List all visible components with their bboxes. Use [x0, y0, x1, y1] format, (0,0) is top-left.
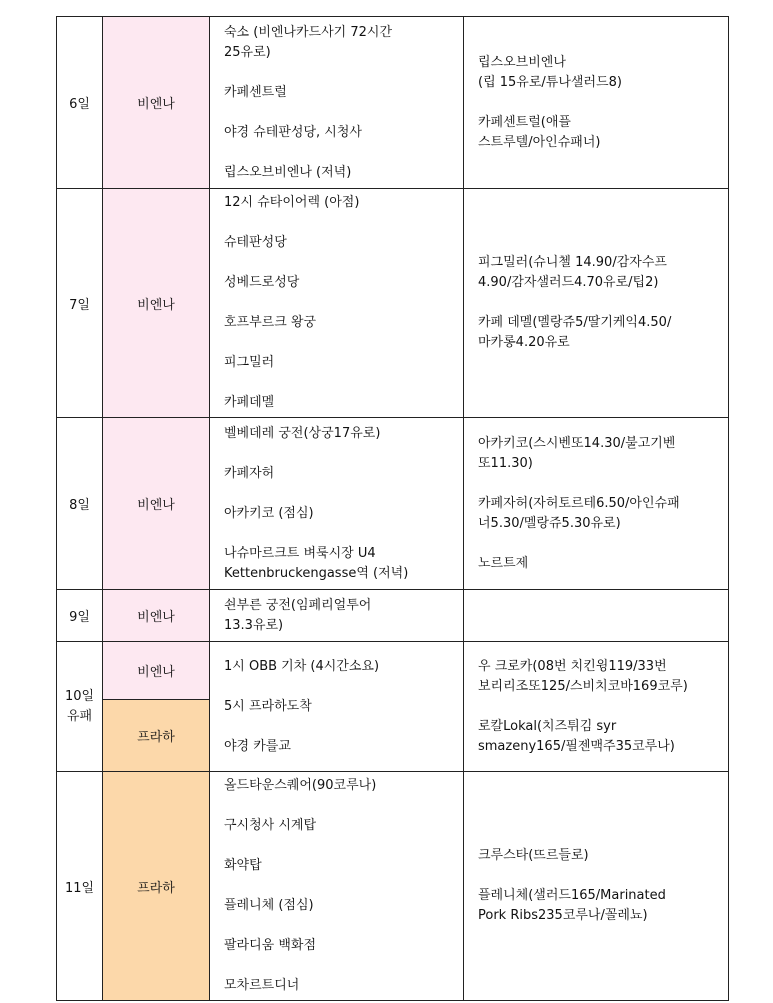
- line-gap: [224, 717, 453, 737]
- text-line: 아카키코 (점심): [224, 505, 314, 521]
- line-gap: [224, 524, 453, 544]
- food-cell: [464, 17, 729, 189]
- line-gap: [224, 484, 453, 504]
- line-gap: [478, 866, 718, 886]
- text-line: 카페자허: [224, 465, 275, 481]
- line-gap: [224, 103, 453, 123]
- food-cell: [464, 590, 729, 642]
- text-line: 5시 프라하도착: [224, 698, 312, 714]
- text-line: 벨베데레 궁전(상궁17유로): [224, 425, 381, 441]
- text-line: 25유로): [224, 44, 271, 60]
- line-gap: [224, 876, 453, 896]
- text-line: 노르트제: [478, 555, 529, 571]
- day-cell: 6일: [57, 17, 103, 189]
- text-line: 팔라디움 백화점: [224, 938, 317, 953]
- text-line: 립스오브비엔나 (저녁): [224, 164, 352, 180]
- text-line: 피그밀러: [224, 355, 275, 370]
- text-line: 플레니체 (점심): [224, 898, 314, 913]
- line-gap: [224, 333, 453, 353]
- text-line: 크루스타(뜨르들로): [478, 848, 589, 863]
- text-line: 쇤부른 궁전(임페리얼투어: [224, 597, 372, 613]
- text-line: 카페자허(자허토르테6.50/아인슈패: [478, 495, 680, 511]
- day-sublabel: 유패: [66, 708, 93, 724]
- text-line: (립 15유로/튜나샐러드8): [478, 74, 622, 90]
- text-line: 아카키코(스시벤또14.30/불고기벤: [478, 435, 676, 451]
- line-gap: [224, 293, 453, 313]
- text-line: 카페데멜: [224, 395, 275, 410]
- day-label: 10일: [64, 688, 95, 704]
- city-cell: 비엔나: [103, 17, 210, 189]
- line-gap: [478, 697, 718, 717]
- line-gap: [224, 253, 453, 273]
- table-row: [57, 642, 729, 700]
- text-line: 성베드로성당: [224, 275, 300, 290]
- line-gap: [224, 373, 453, 393]
- text-line: 구시청사 시계탑: [224, 818, 317, 833]
- line-gap: [224, 444, 453, 464]
- text-line: 야경 카를교: [224, 738, 291, 754]
- text-line: 플레니체(샐러드165/Marinated: [478, 888, 666, 903]
- line-gap: [478, 474, 718, 494]
- day-cell: 9일: [57, 590, 103, 642]
- line-gap: [224, 63, 453, 83]
- text-line: 우 크로카(08번 치킨윙119/33번: [478, 658, 667, 674]
- city-cell: 비엔나: [103, 642, 210, 700]
- text-line: 야경 슈테판성당, 시청사: [224, 124, 362, 140]
- table-row: [57, 418, 729, 590]
- food-cell: [464, 189, 729, 418]
- text-line: 보리리조또125/스비치코바169코루): [478, 678, 688, 694]
- schedule-cell: [210, 642, 464, 772]
- table-row: [57, 590, 729, 642]
- line-gap: [478, 93, 718, 113]
- text-line: 로칼Lokal(치즈튀김 syr: [478, 718, 617, 734]
- text-line: 13.3유로): [224, 617, 284, 633]
- text-line: 카페센트럴: [224, 84, 287, 100]
- text-line: smazeny165/필젠맥주35코루나): [478, 738, 675, 754]
- text-line: 모차르트디너: [224, 978, 300, 993]
- day-cell: 11일: [57, 772, 103, 1001]
- text-line: 1시 OBB 기차 (4시간소요): [224, 658, 380, 674]
- table-row: [57, 17, 729, 189]
- city-cell: 비엔나: [103, 590, 210, 642]
- schedule-cell: [210, 189, 464, 418]
- text-line: 호프부르크 왕궁: [224, 315, 317, 330]
- schedule-cell: [210, 772, 464, 1001]
- text-line: 카페센트럴(애플: [478, 114, 571, 130]
- text-line: 올드타운스퀘어(90코루나): [224, 778, 377, 793]
- day-cell: 8일: [57, 418, 103, 590]
- table-row: [57, 772, 729, 1001]
- schedule-cell: [210, 418, 464, 590]
- food-cell: [464, 418, 729, 590]
- text-line: 슈테판성당: [224, 235, 287, 250]
- line-gap: [478, 534, 718, 554]
- text-line: 피그밀러(슈니첼 14.90/감자수프: [478, 255, 667, 270]
- line-gap: [478, 293, 718, 313]
- table-row: [57, 189, 729, 418]
- line-gap: [224, 796, 453, 816]
- text-line: 또11.30): [478, 455, 533, 471]
- text-line: 스트루텔/아인슈패너): [478, 134, 601, 150]
- line-gap: [224, 213, 453, 233]
- line-gap: [224, 143, 453, 163]
- city-cell: 비엔나: [103, 189, 210, 418]
- text-line: 너5.30/멜랑쥬5.30유로): [478, 515, 621, 531]
- line-gap: [224, 677, 453, 697]
- line-gap: [224, 836, 453, 856]
- text-line: Pork Ribs235코루나/꼴레뇨): [478, 908, 648, 923]
- schedule-cell: [210, 590, 464, 642]
- text-line: 립스오브비엔나: [478, 54, 566, 70]
- text-line: 숙소 (비엔나카드사기 72시간: [224, 24, 393, 40]
- line-gap: [224, 956, 453, 976]
- text-line: 카페 데멜(멜랑쥬5/딸기케익4.50/: [478, 315, 672, 330]
- food-cell: [464, 642, 729, 772]
- text-line: 4.90/감자샐러드4.70유로/팁2): [478, 275, 659, 290]
- text-line: 화약탑: [224, 858, 262, 873]
- schedule-cell: [210, 17, 464, 189]
- city-cell: 프라하: [103, 700, 210, 772]
- text-line: 나슈마르크트 벼룩시장 U4: [224, 545, 376, 561]
- day-cell: [57, 642, 103, 772]
- text-line: 12시 슈타이어렉 (아점): [224, 195, 360, 210]
- text-line: 마카롱4.20유로: [478, 335, 570, 350]
- itinerary-table: [56, 16, 729, 1001]
- line-gap: [224, 916, 453, 936]
- city-cell: 프라하: [103, 772, 210, 1001]
- day-cell: 7일: [57, 189, 103, 418]
- city-cell: 비엔나: [103, 418, 210, 590]
- food-cell: [464, 772, 729, 1001]
- text-line: Kettenbruckengasse역 (저녁): [224, 565, 409, 581]
